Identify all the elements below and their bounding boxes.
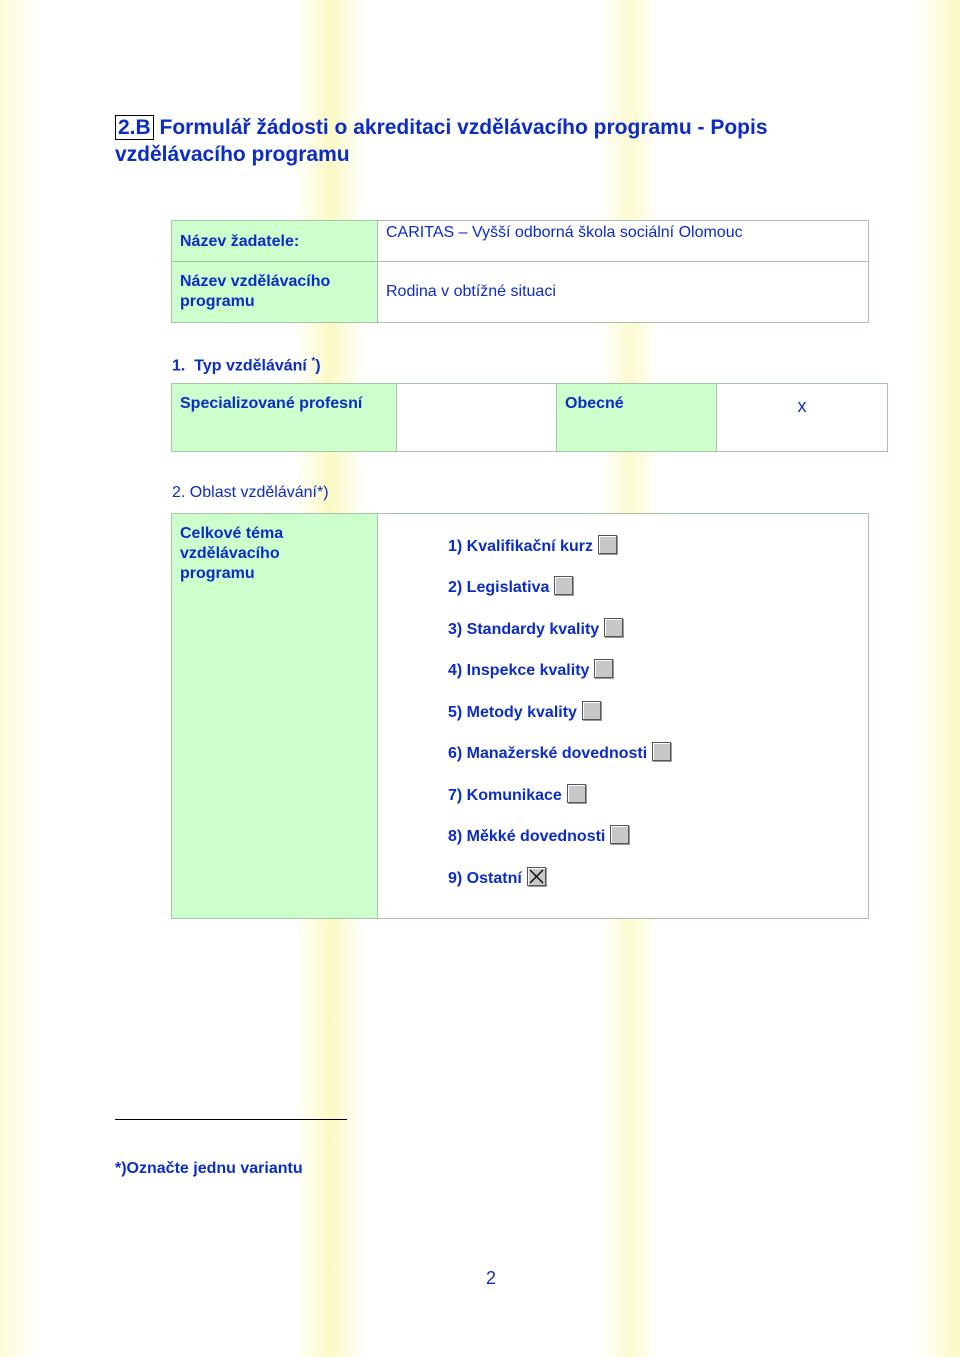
document-title <box>115 114 855 168</box>
general-label: Obecné <box>565 395 624 412</box>
section1-number: 1. <box>172 357 186 375</box>
option-1-label: 1) Kvalifikační kurz <box>448 538 593 555</box>
option-7-checkbox[interactable] <box>567 784 586 803</box>
section1-suffix: ) <box>315 357 321 375</box>
option-1[interactable] <box>448 535 617 557</box>
footnote-separator <box>115 1119 347 1120</box>
section1-heading <box>172 352 321 376</box>
option-2-label: 2) Legislativa <box>448 579 550 596</box>
applicant-label-cell <box>172 221 378 262</box>
form-title: Formulář žádosti o akreditaci vzdělávacího programu - Popis vzdělávacího programu <box>115 116 768 166</box>
page-number: 2 <box>485 1268 496 1288</box>
option-6-label: 6) Manažerské dovednosti <box>448 745 648 762</box>
option-9-checkbox[interactable] <box>527 867 546 886</box>
program-label-cell <box>172 262 378 323</box>
form-code: 2.B <box>115 115 154 140</box>
option-4-label: 4) Inspekce kvality <box>448 662 590 679</box>
option-1-checkbox[interactable] <box>598 535 617 554</box>
applicant-value-cell[interactable] <box>378 221 869 262</box>
applicant-label: Název žadatele: <box>180 233 300 250</box>
option-6[interactable] <box>448 742 671 764</box>
option-3-checkbox[interactable] <box>604 618 623 637</box>
option-8-checkbox[interactable] <box>610 825 629 844</box>
specialized-value-cell[interactable] <box>397 384 557 452</box>
option-3-label: 3) Standardy kvality <box>448 621 600 638</box>
option-7-label: 7) Komunikace <box>448 787 562 804</box>
option-8[interactable] <box>448 825 629 847</box>
general-label-cell <box>557 384 717 452</box>
program-label: Název vzdělávacího programu <box>180 273 331 310</box>
specialized-label: Specializované profesní <box>180 395 363 412</box>
applicant-value: CARITAS – Vyšší odborná škola sociální Olomouc <box>386 224 743 241</box>
footnote: *)Označte jednu variantu <box>115 1160 303 1177</box>
option-6-checkbox[interactable] <box>652 742 671 761</box>
section1-title: Typ vzdělávání <box>194 357 307 375</box>
option-9[interactable] <box>448 867 546 889</box>
option-5-label: 5) Metody kvality <box>448 704 577 721</box>
option-4-checkbox[interactable] <box>594 659 613 678</box>
program-value: Rodina v obtížné situaci <box>386 283 556 300</box>
applicant-table <box>171 220 869 323</box>
general-value-cell[interactable] <box>717 384 888 452</box>
specialized-value <box>397 384 556 394</box>
option-5-checkbox[interactable] <box>582 701 601 720</box>
option-7[interactable] <box>448 784 586 806</box>
option-2[interactable] <box>448 576 573 598</box>
topic-label-cell <box>172 514 378 919</box>
education-type-table <box>171 383 888 452</box>
program-value-cell[interactable] <box>378 262 869 323</box>
specialized-label-cell <box>172 384 397 452</box>
option-4[interactable] <box>448 659 613 681</box>
option-9-label: 9) Ostatní <box>448 870 522 887</box>
topic-label: Celkové téma vzdělávacího programu <box>180 525 284 582</box>
option-5[interactable] <box>448 701 601 723</box>
checkbox-cross-icon <box>529 869 544 884</box>
option-8-label: 8) Měkké dovednosti <box>448 828 606 845</box>
general-value: x <box>797 396 807 416</box>
section1-asterisk: * <box>311 356 316 367</box>
section2-heading: 2. Oblast vzdělávání*) <box>172 484 329 501</box>
option-2-checkbox[interactable] <box>554 576 573 595</box>
option-3[interactable] <box>448 618 623 640</box>
